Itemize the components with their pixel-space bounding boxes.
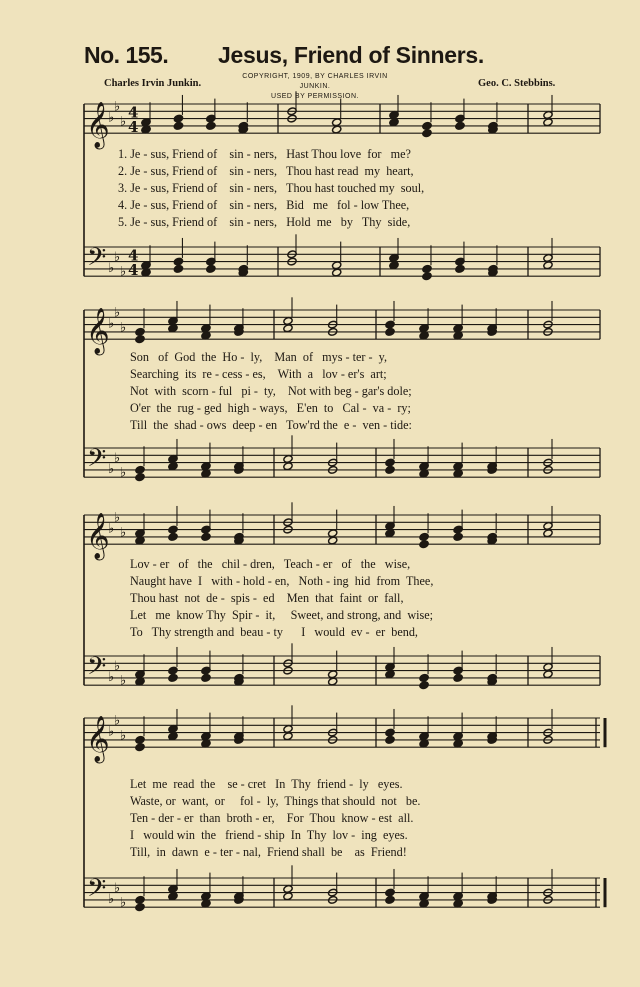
notehead — [419, 331, 429, 340]
notehead — [455, 265, 465, 274]
notehead — [201, 674, 211, 683]
treble-clef: 𝄞 — [86, 513, 110, 560]
notehead — [419, 540, 429, 549]
notehead — [168, 892, 178, 901]
notehead — [135, 466, 145, 475]
notehead — [453, 469, 463, 478]
notehead — [173, 114, 183, 123]
notehead — [328, 677, 338, 686]
notehead — [168, 462, 178, 471]
notehead — [135, 328, 145, 337]
flat-sign: ♭ — [120, 673, 127, 689]
verse-2-line: Naught have I with - hold - en, Noth - ing hid from Thee, — [130, 574, 434, 588]
verse-1-line: Let me read the se - cret In Thy friend - ly eyes. — [130, 777, 403, 791]
notehead — [173, 257, 183, 266]
time-signature-top: 4 — [128, 103, 139, 122]
notehead — [453, 324, 463, 333]
notehead — [201, 892, 211, 901]
bass-clef: 𝄢 — [87, 443, 107, 479]
notehead — [453, 892, 463, 901]
verse-2-line: Waste, or want, or fol - ly, Things that should not be. — [130, 794, 421, 808]
verse-1-line: Lov - er of the chil - dren, Teach - er of the wise, — [130, 557, 411, 571]
notehead — [135, 677, 145, 686]
verse-1-line: Son of God the Ho - ly, Man of mys - ter - y, — [130, 350, 388, 364]
notehead — [135, 335, 145, 344]
flat-sign: ♭ — [108, 521, 115, 537]
verse-5-line: Till, in dawn e - ter - nal, Friend shall be as Friend! — [130, 845, 407, 859]
flat-sign: ♭ — [120, 728, 127, 744]
notehead — [168, 674, 178, 683]
treble-clef: 𝄞 — [86, 102, 110, 149]
verse-3-line: Ten - der - er than broth - er, For Thou know - est all. — [130, 811, 414, 825]
verse-3-line: 3. Je - sus, Friend of sin - ners, Thou hast touched my soul, — [118, 181, 425, 195]
flat-sign: ♭ — [114, 880, 121, 896]
bass-clef: 𝄢 — [87, 873, 107, 909]
notehead — [283, 885, 293, 894]
verse-3-line: Thou hast not de - spis - ed Men that faint or fall, — [130, 591, 404, 605]
flat-sign: ♭ — [114, 99, 121, 115]
flat-sign: ♭ — [108, 724, 115, 740]
notehead — [385, 466, 395, 475]
flat-sign: ♭ — [120, 525, 127, 541]
flat-sign: ♭ — [120, 465, 127, 481]
notehead — [201, 469, 211, 478]
notehead — [385, 728, 395, 737]
flat-sign: ♭ — [120, 320, 127, 336]
composer-credit: Geo. C. Stebbins. — [478, 78, 556, 89]
notehead — [389, 118, 399, 127]
notehead — [201, 331, 211, 340]
notehead — [168, 732, 178, 741]
time-signature-bottom: 4 — [128, 118, 139, 137]
notehead — [168, 324, 178, 333]
flat-sign: ♭ — [114, 305, 121, 321]
notehead — [283, 732, 293, 741]
notehead — [135, 903, 145, 912]
notehead — [206, 265, 216, 274]
notehead — [135, 743, 145, 752]
notehead — [385, 458, 395, 467]
flat-sign: ♭ — [120, 264, 127, 280]
flat-sign: ♭ — [114, 249, 121, 265]
notehead — [453, 674, 463, 683]
verse-4-line: O'er the rug - ged high - ways, E'en to Cal - va - ry; — [130, 401, 411, 415]
flat-sign: ♭ — [114, 658, 121, 674]
notehead — [283, 324, 293, 333]
notehead — [332, 118, 342, 127]
notehead — [135, 736, 145, 745]
notehead — [419, 533, 429, 542]
notehead — [455, 122, 465, 131]
flat-sign: ♭ — [108, 316, 115, 332]
notehead — [385, 670, 395, 679]
notehead — [419, 469, 429, 478]
copyright-line: COPYRIGHT, 1909, BY CHARLES IRVIN JUNKIN. — [242, 73, 388, 90]
verse-2-line: 2. Je - sus, Friend of sin - ners, Thou hast read my heart, — [118, 164, 414, 178]
notehead — [332, 125, 342, 134]
notehead — [453, 331, 463, 340]
notehead — [385, 320, 395, 329]
notehead — [135, 536, 145, 545]
notehead — [328, 529, 338, 538]
bass-clef: 𝄢 — [87, 242, 107, 278]
verse-4-line: Let me know Thy Spir - it, Sweet, and strong, and wise; — [130, 608, 434, 622]
flat-sign: ♭ — [108, 110, 115, 126]
verse-4-line: 4. Je - sus, Friend of sin - ners, Bid me fol - low Thee, — [118, 198, 410, 212]
notehead — [201, 324, 211, 333]
flat-sign: ♭ — [120, 114, 127, 130]
notehead — [135, 896, 145, 905]
treble-clef: 𝄞 — [86, 308, 110, 355]
notehead — [135, 473, 145, 482]
notehead — [543, 529, 553, 538]
notehead — [422, 272, 432, 281]
notehead — [168, 525, 178, 534]
notehead — [201, 462, 211, 471]
verse-5-line: To Thy strength and beau - ty I would ev - er bend, — [130, 625, 418, 639]
time-signature-bottom: 4 — [128, 261, 139, 280]
flat-sign: ♭ — [114, 450, 121, 466]
notehead — [419, 899, 429, 908]
notehead — [543, 670, 553, 679]
treble-clef: 𝄞 — [86, 716, 110, 763]
notehead — [543, 261, 553, 270]
verse-4-line: I would win the friend - ship In Thy lov - ing eyes. — [130, 828, 408, 842]
notehead — [385, 888, 395, 897]
flat-sign: ♭ — [108, 669, 115, 685]
notehead — [283, 892, 293, 901]
verse-5-line: Till the shad - ows deep - en Tow'rd the e - ven - tide: — [130, 418, 412, 432]
notehead — [283, 455, 293, 464]
notehead — [453, 739, 463, 748]
time-signature-top: 4 — [128, 246, 139, 265]
notehead — [141, 125, 151, 134]
bass-clef: 𝄢 — [87, 651, 107, 687]
hymn-title: Jesus, Friend of Sinners. — [218, 42, 485, 68]
notehead — [453, 462, 463, 471]
notehead — [332, 261, 342, 270]
verse-2-line: Searching its re - cess - es, With a lov - er's art; — [130, 367, 387, 381]
notehead — [385, 896, 395, 905]
notehead — [173, 122, 183, 131]
notehead — [201, 739, 211, 748]
notehead — [206, 122, 216, 131]
notehead — [141, 268, 151, 277]
flat-sign: ♭ — [120, 895, 127, 911]
notehead — [419, 739, 429, 748]
notehead — [422, 129, 432, 138]
notehead — [328, 670, 338, 679]
notehead — [283, 462, 293, 471]
notehead — [385, 328, 395, 337]
hymn-number: No. 155. — [84, 42, 169, 68]
notehead — [385, 529, 395, 538]
flat-sign: ♭ — [108, 260, 115, 276]
flat-sign: ♭ — [114, 713, 121, 729]
notehead — [332, 268, 342, 277]
flat-sign: ♭ — [114, 510, 121, 526]
notehead — [453, 732, 463, 741]
notehead — [419, 681, 429, 690]
verse-1-line: 1. Je - sus, Friend of sin - ners, Hast Thou love for me? — [118, 147, 411, 161]
notehead — [453, 899, 463, 908]
verse-5-line: 5. Je - sus, Friend of sin - ners, Hold me by Thy side, — [118, 215, 411, 229]
flat-sign: ♭ — [108, 891, 115, 907]
notehead — [453, 533, 463, 542]
notehead — [283, 725, 293, 734]
notehead — [419, 674, 429, 683]
permission-line: USED BY PERMISSION. — [271, 93, 359, 100]
notehead — [422, 265, 432, 274]
lyricist-credit: Charles Irvin Junkin. — [104, 78, 202, 89]
notehead — [543, 118, 553, 127]
notehead — [173, 265, 183, 274]
notehead — [385, 736, 395, 745]
notehead — [328, 536, 338, 545]
notehead — [168, 533, 178, 542]
flat-sign: ♭ — [108, 461, 115, 477]
notehead — [283, 317, 293, 326]
verse-3-line: Not with scorn - ful pi - ty, Not with beg - gar's dole; — [130, 384, 412, 398]
notehead — [201, 899, 211, 908]
notehead — [201, 732, 211, 741]
notehead — [201, 533, 211, 542]
notehead — [389, 261, 399, 270]
notehead — [168, 666, 178, 675]
notehead — [422, 122, 432, 131]
